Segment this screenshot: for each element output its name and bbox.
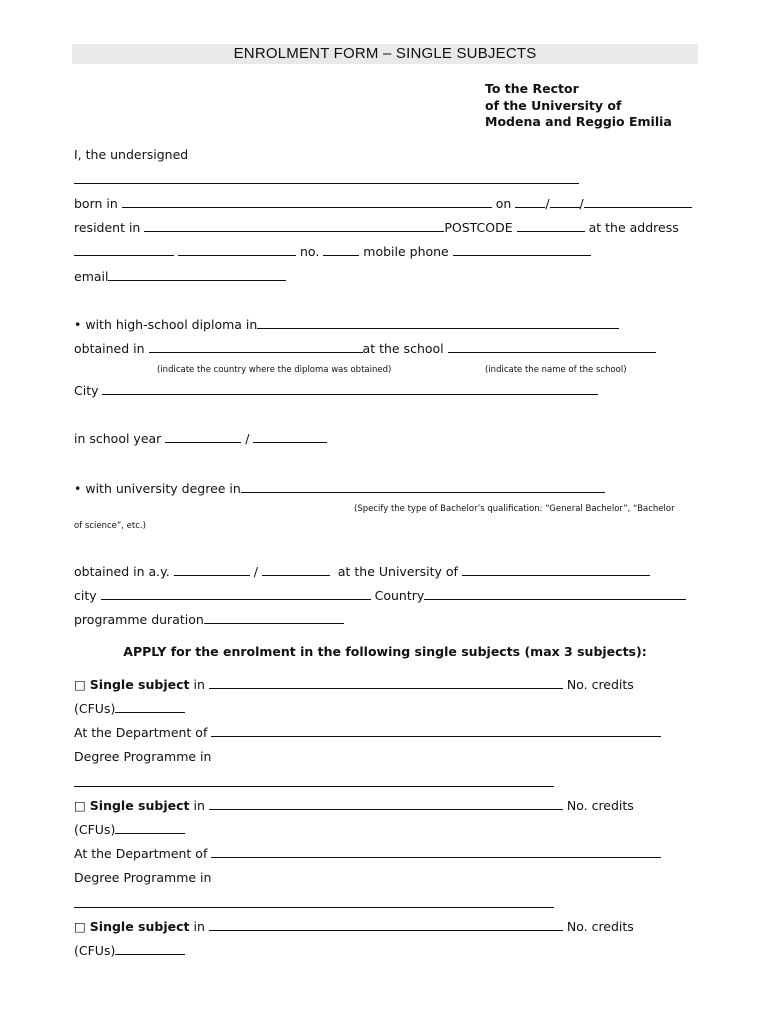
university-country-field[interactable] bbox=[424, 587, 686, 600]
no-label: no. bbox=[299, 244, 320, 259]
ay-end-field[interactable] bbox=[262, 563, 330, 576]
undersigned-label: I, the undersigned bbox=[74, 147, 189, 162]
subject-3-line bbox=[74, 918, 634, 935]
residence-line bbox=[74, 219, 679, 236]
subject-1-department-label: At the Department of bbox=[74, 725, 208, 740]
recipient-line-1: To the Rector bbox=[485, 81, 579, 96]
birth-month-field[interactable] bbox=[550, 195, 580, 208]
mobile-phone-label: mobile phone bbox=[363, 244, 449, 259]
recipient-block bbox=[485, 81, 672, 131]
school-city-line bbox=[74, 382, 598, 399]
ay-slash: / bbox=[253, 564, 258, 579]
university-degree-field[interactable] bbox=[241, 480, 605, 493]
university-name-field[interactable] bbox=[462, 563, 650, 576]
highschool-diploma-field[interactable] bbox=[257, 316, 619, 329]
email-field[interactable] bbox=[108, 268, 286, 281]
apply-heading: APPLY for the enrolment in the following single subjects (max 3 subjects): bbox=[123, 644, 647, 659]
city-label: City bbox=[74, 383, 99, 398]
school-year-line bbox=[74, 430, 327, 447]
subject-2-cfus-label: (CFUs) bbox=[74, 822, 116, 837]
subject-3-cfus-line bbox=[74, 942, 185, 959]
programme-duration-line bbox=[74, 611, 344, 628]
address-field-1[interactable] bbox=[74, 243, 174, 256]
subject-1-name-field[interactable] bbox=[209, 676, 563, 689]
city-lower-label: city bbox=[74, 588, 97, 603]
subject-2-label: Single subject bbox=[89, 798, 190, 813]
subject-3-name-field[interactable] bbox=[209, 918, 563, 931]
subject-1-checkbox[interactable]: □ bbox=[74, 677, 86, 692]
email-line bbox=[74, 268, 286, 285]
recipient-line-2: of the University of bbox=[485, 97, 622, 113]
subject-1-in-label: in bbox=[193, 677, 205, 692]
university-city-line bbox=[74, 587, 686, 604]
slash-1: / bbox=[545, 196, 550, 211]
in-school-year-label: in school year bbox=[74, 431, 162, 446]
note-bachelor-2: of science”, etc.) bbox=[74, 521, 146, 531]
subject-1-department-field[interactable] bbox=[211, 724, 661, 737]
school-year-start-field[interactable] bbox=[165, 430, 241, 443]
subject-1-credits-label: No. credits bbox=[566, 677, 634, 692]
subject-1-cfus-line bbox=[74, 700, 185, 717]
subject-2-credits-label: No. credits bbox=[566, 798, 634, 813]
subject-1-programme-field[interactable] bbox=[74, 786, 554, 787]
born-in-label: born in bbox=[74, 196, 118, 211]
postcode-field[interactable] bbox=[517, 219, 585, 232]
subject-3-label: Single subject bbox=[89, 919, 190, 934]
at-the-address-label: at the address bbox=[588, 220, 679, 235]
subject-2-name-field[interactable] bbox=[209, 797, 563, 810]
at-the-school-label: at the school bbox=[362, 341, 444, 356]
diploma-country-field[interactable] bbox=[149, 340, 363, 353]
country-label: Country bbox=[374, 588, 425, 603]
subject-3-cfus-label: (CFUs) bbox=[74, 943, 116, 958]
subject-1-line bbox=[74, 676, 634, 693]
birth-year-field[interactable] bbox=[584, 195, 692, 208]
subject-1-cfus-label: (CFUs) bbox=[74, 701, 116, 716]
subject-2-programme-field[interactable] bbox=[74, 907, 554, 908]
birthplace-field[interactable] bbox=[122, 195, 492, 208]
postcode-label: POSTCODE bbox=[444, 220, 513, 235]
note-bachelor-1: (Specify the type of Bachelor’s qualification: “General Bachelor”, “Bachelor bbox=[354, 504, 675, 514]
university-degree-line bbox=[74, 480, 605, 497]
subject-2-line bbox=[74, 797, 634, 814]
birth-day-field[interactable] bbox=[515, 195, 545, 208]
house-number-field[interactable] bbox=[323, 243, 359, 256]
slash-2: / bbox=[579, 196, 584, 211]
subject-2-checkbox[interactable]: □ bbox=[74, 798, 86, 813]
subject-2-programme-label: Degree Programme in bbox=[74, 870, 212, 885]
residence-field[interactable] bbox=[144, 219, 444, 232]
subject-3-in-label: in bbox=[193, 919, 205, 934]
highschool-line bbox=[74, 316, 619, 333]
birth-line bbox=[74, 195, 692, 212]
recipient-line-3: Modena and Reggio Emilia bbox=[485, 114, 672, 129]
note-country: (indicate the country where the diploma was obtained) bbox=[157, 365, 392, 375]
school-name-field[interactable] bbox=[448, 340, 656, 353]
subject-2-department-field[interactable] bbox=[211, 845, 661, 858]
mobile-phone-field[interactable] bbox=[453, 243, 591, 256]
email-label: email bbox=[74, 269, 109, 284]
programme-duration-label: programme duration bbox=[74, 612, 204, 627]
subject-1-label: Single subject bbox=[89, 677, 190, 692]
programme-duration-field[interactable] bbox=[204, 611, 344, 624]
resident-in-label: resident in bbox=[74, 220, 141, 235]
highschool-diploma-label: • with high-school diploma in bbox=[74, 317, 258, 332]
on-label: on bbox=[495, 196, 512, 211]
form-title: ENROLMENT FORM – SINGLE SUBJECTS bbox=[72, 44, 698, 64]
school-year-slash: / bbox=[245, 431, 250, 446]
obtained-in-ay-label: obtained in a.y. bbox=[74, 564, 170, 579]
school-city-field[interactable] bbox=[102, 382, 598, 395]
degree-obtained-line bbox=[74, 563, 650, 580]
subject-3-credits-label: No. credits bbox=[566, 919, 634, 934]
subject-2-credits-field[interactable] bbox=[115, 821, 185, 834]
diploma-obtained-line bbox=[74, 340, 656, 357]
obtained-in-label: obtained in bbox=[74, 341, 145, 356]
subject-3-checkbox[interactable]: □ bbox=[74, 919, 86, 934]
note-school: (indicate the name of the school) bbox=[485, 365, 627, 375]
school-year-end-field[interactable] bbox=[253, 430, 327, 443]
subject-1-department-line bbox=[74, 724, 661, 741]
subject-1-credits-field[interactable] bbox=[115, 700, 185, 713]
address-line bbox=[74, 243, 591, 260]
subject-2-department-label: At the Department of bbox=[74, 846, 208, 861]
subject-2-cfus-line bbox=[74, 821, 185, 838]
ay-start-field[interactable] bbox=[174, 563, 250, 576]
address-field-2[interactable] bbox=[178, 243, 296, 256]
university-degree-label: • with university degree in bbox=[74, 481, 241, 496]
subject-1-programme-label: Degree Programme in bbox=[74, 749, 212, 764]
subject-3-credits-field[interactable] bbox=[115, 942, 185, 955]
name-line[interactable] bbox=[74, 183, 579, 184]
subject-2-department-line bbox=[74, 845, 661, 862]
university-city-field[interactable] bbox=[101, 587, 371, 600]
at-the-university-of-label: at the University of bbox=[337, 564, 458, 579]
subject-2-in-label: in bbox=[193, 798, 205, 813]
